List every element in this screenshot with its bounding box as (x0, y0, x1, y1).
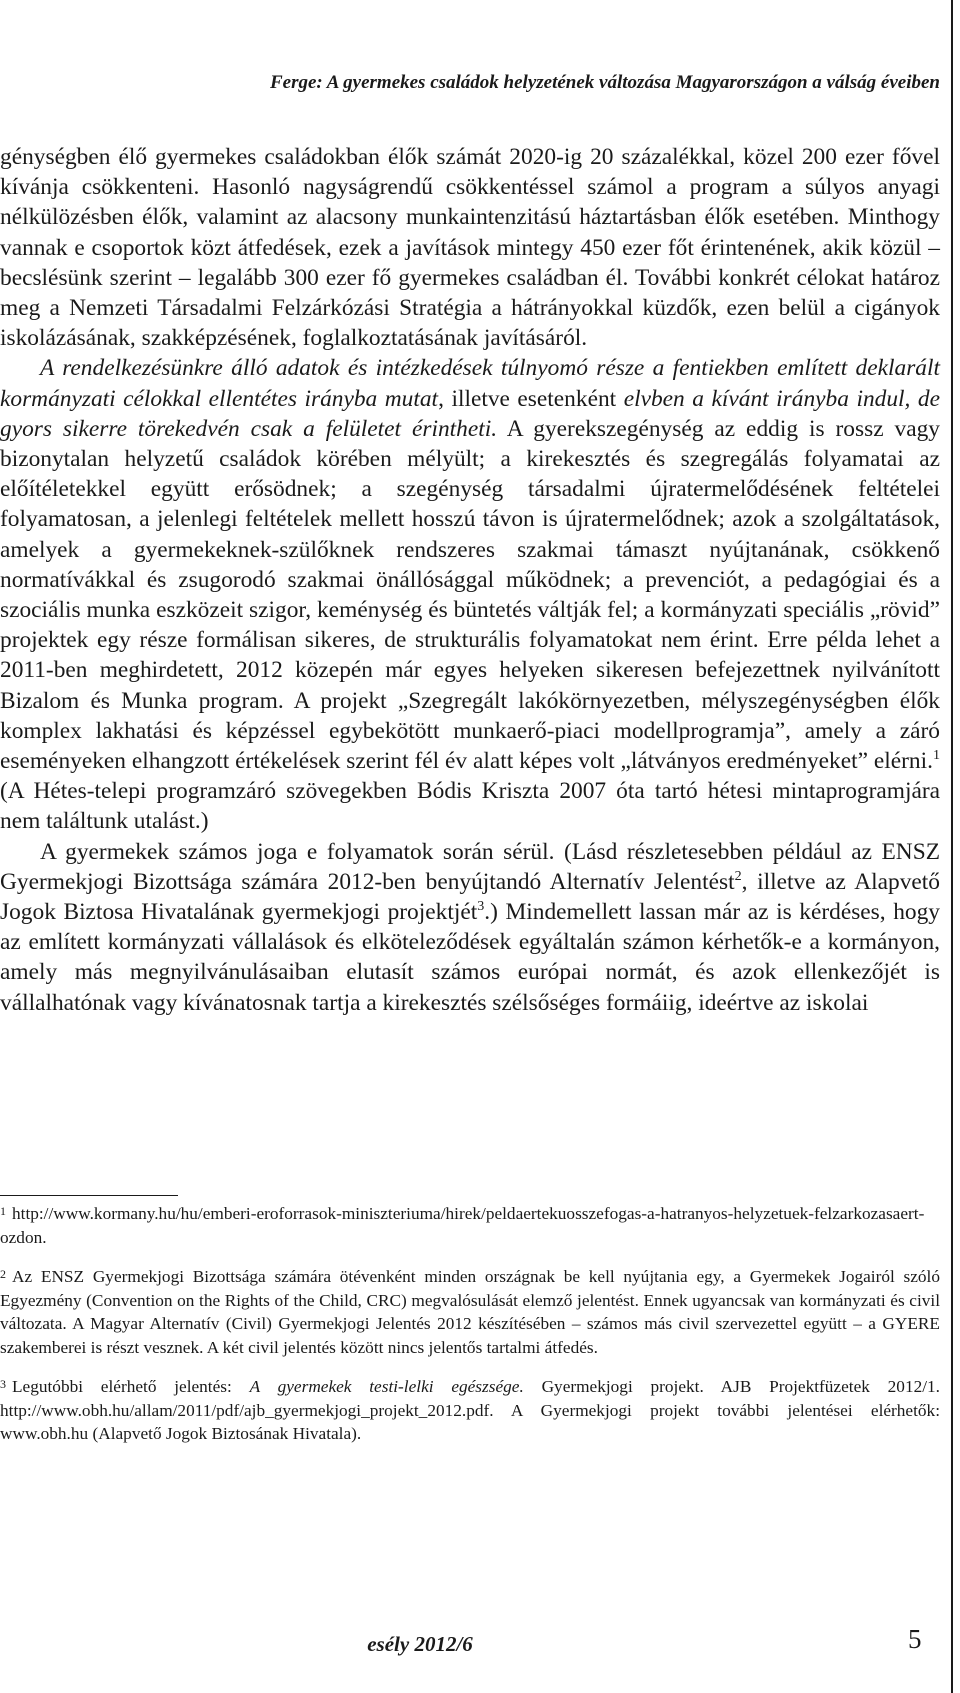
footnote-number: 3 (0, 1377, 6, 1391)
paragraph-2-text-2: A gyerekszegénység az eddig is rossz vagy bizonytalan helyzetű családok körében mélyült; a kirekesztés és szegregálás folyamatai az előítéletekkel együtt erősödnek; a szegénység társadalmi újratermelődésének feltételei folyamatosan, a jelenlegi feltételek mellett hosszú távon is újratermelődnek; azok a szolgáltatások, amelyek a gyermekeknek-szülőknek rendszeres szakmai támaszt nyújtanának, csökkenő normatívákkal és zsugorodó szakmai önállósággal működnek; a prevenciót, a pedagógiai és a szociális munka eszközeit szigor, keménység és büntetés váltják fel; a kormányzati speciális „rövid” projektek egy része formálisan sikeres, de strukturális folyamatokat nem érint. Erre példa lehet a 2011-ben meghirdetett, 2012 közepén már egyes helyeken sikeresen befejezettnek nyilvánított Bizalom és Munka program. A projekt „Szegregált lakókörnyezetben, mélyszegénységben élők komplex lakhatási és képzéssel egybekötött munkaerő-piaci modellprogramja”, amely a záró eseményeken elhangzott értékelések szerint fél év alatt képes volt „látványos eredményeket” elérni. (0, 415, 940, 775)
page-number: 5 (908, 1624, 922, 1654)
paragraph-3 (0, 837, 940, 1018)
paragraph-2-text-1: , illetve esetenként (438, 385, 624, 412)
running-header: Ferge: A gyermekes családok helyzetének változása Magyarországon a válság éveiben (269, 72, 940, 93)
paragraph-3-text-2: , illetve az Alapvető Jogok Biztosa Hivatalának gyermekjogi projektjét (0, 868, 941, 926)
body-text (0, 142, 940, 1018)
right-margin-rule (951, 0, 953, 1693)
footnote-italic-title: A gyermekek testi-lelki egészsége. (249, 1377, 524, 1396)
footnote-text: Gyermekjogi projekt. AJB Projektfüzetek 2012/1. http://www.obh.hu/allam/2011/pdf/ajb_gyermekjogi_projekt_2012.pdf. A Gyermekjogi projekt további jelentései elérhetők: www.obh.hu (Alapvető Jogok Biztosának Hivatala). (0, 1377, 940, 1443)
journal-footer: esély 2012/6 (367, 1632, 473, 1656)
paragraph-2-text-3: (A Hétes-telepi programzáró szövegekben Bódis Kriszta 2007 óta tartó hétesi mintaprogramjára nem találtunk utalást.) (0, 778, 940, 835)
footnote-3 (0, 1373, 940, 1446)
paragraph-2-italic-1: A rendelkezésünkre álló adatok és intézkedések túlnyomó része a fentiekben említett deklarált kormányzati célokkal ellentétes irányba mutat (0, 355, 940, 412)
footnote-text: Az ENSZ Gyermekjogi Bizottsága számára ötévenként minden országnak be kell nyújtania egy, a Gyermekek Jogairól szóló Egyezmény (Convention on the Rights of the Child, CRC) megvalósulását elemző jelentést. Ennek ugyancsak van kormányzati és civil változata. A Magyar Alternatív (Civil) Gyermekjogi Jelentés 2012 készítésében – számos más civil szervezettel együtt – a GYERE szakemberei is részt vesznek. A két civil jelentés között nincs jelentős tartalmi átfedés. (0, 1267, 940, 1357)
paragraph-2-italic-2: elvben a kívánt irányba indul, de gyors sikerre törekedvén csak a felületet érintheti. (0, 385, 941, 442)
paragraph-2 (0, 353, 940, 836)
footnote-text: Legutóbbi elérhető jelentés: (12, 1377, 250, 1396)
footnote-number: 1 (0, 1204, 6, 1218)
paragraph-1: génységben élő gyermekes családokban élők számát 2020-ig 20 százalékkal, közel 200 ezer fővel kívánja csökkenteni. Hasonló nagyságrendű csökkentéssel számol a program a súlyos anyagi nélkülözésben élők, valamint az alacsony munkaintenzitású háztartásban élők esetében. Minthogy vannak e csoportok közt átfedések, ezek a javítások mintegy 450 ezer főt érintenének, akik közül – becslésünk szerint – legalább 300 ezer fő gyermekes családban él. További konkrét célokat határoz meg a Nemzeti Társadalmi Felzárkózási Stratégia a hátrányokkal küzdők, ezen belül a cigányok iskolázásának, szakképzésének, foglalkoztatásának javításáról. (0, 144, 940, 352)
footnote-1 (0, 1200, 940, 1249)
footnote-number: 2 (0, 1267, 6, 1281)
footnote-ref-1[interactable]: 1 (932, 747, 940, 764)
paragraph-3-text-3: .) Mindemellett lassan már az is kérdéses, hogy az említett kormányzati vállalások és elköteleződések egyáltalán számon kérhetők-e a kormányon, amely más megnyilvánulásaiban elutasít számos európai normát, és azok ellenkezőjét is vállalhatónak vagy kívánatosnak tartja a kirekesztés szélsőséges formáiig, ideértve az iskolai (0, 899, 940, 1016)
footnote-2 (0, 1263, 940, 1359)
footnote-ref-3[interactable]: 3 (477, 898, 485, 915)
footnote-separator (0, 1195, 178, 1196)
footnote-link[interactable]: http://www.kormany.hu/hu/emberi-eroforrasok-miniszteriuma/hirek/peldaertekuosszefogas-a-hatranyos-helyzetuek-felzarkozasaert-ozdon. (0, 1204, 925, 1247)
paragraph-3-text-1: A gyermekek számos joga e folyamatok során sérül. (Lásd részletesebben például az ENSZ Gyermekjogi Bizottsága számára 2012-ben benyújtandó Alternatív Jelentést (0, 838, 940, 895)
footnotes (0, 1200, 940, 1460)
footnote-ref-2[interactable]: 2 (734, 868, 742, 885)
